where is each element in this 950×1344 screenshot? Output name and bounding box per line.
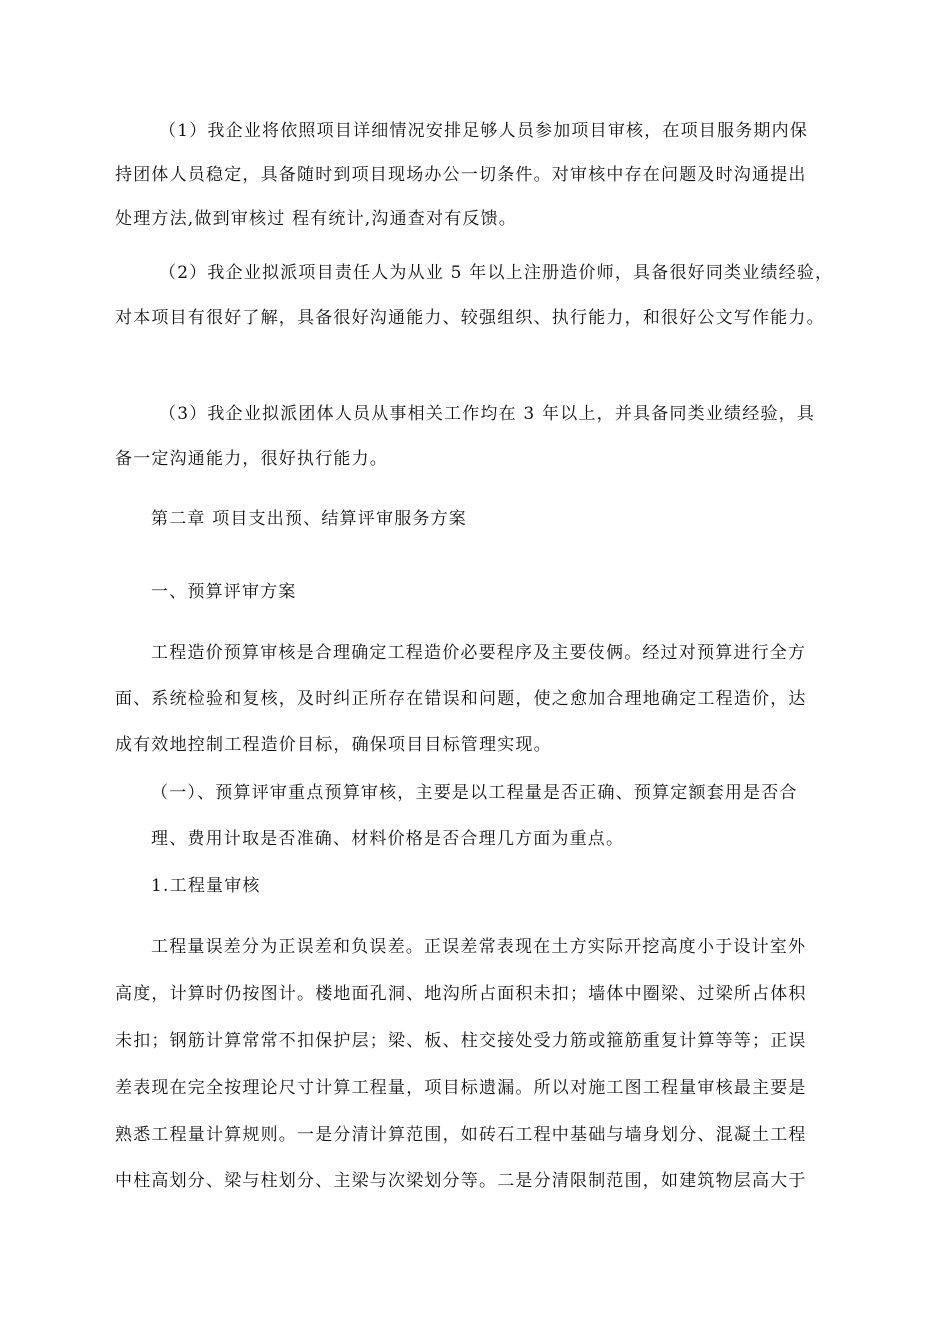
paragraph-5-line-2: 理、费用计取是否准确、材料价格是否合理几方面为重点。: [151, 829, 625, 849]
paragraph-1-line-3: 处理方法,做到审核过 程有统计,沟通查对有反馈。: [115, 209, 518, 229]
paragraph-4-line-2: 面、系统检验和复核，及时纠正所存在错误和问题，使之愈加合理地确定工程造价，达: [115, 689, 807, 709]
paragraph-1-line-2: 持团体人员稳定，具备随时到项目现场办公一切条件。对审核中存在问题及时沟通提出: [115, 165, 807, 185]
paragraph-4-line-1: 工程造价预算审核是合理确定工程造价必要程序及主要伎俩。经过对预算进行全方: [151, 643, 807, 663]
paragraph-2-line-2: 对本项目有很好了解，具备很好沟通能力、较强组织、执行能力，和很好公文写作能力。: [115, 308, 825, 328]
paragraph-6-line-6: 中柱高划分、梁与柱划分、主梁与次梁划分等。二是分清限制范围，如建筑物层高大于: [115, 1171, 807, 1191]
paragraph-6-line-4: 差表现在完全按理论尺寸计算工程量，项目标遗漏。所以对施工图工程量审核最主要是: [115, 1078, 807, 1098]
paragraph-3-line-2: 备一定沟通能力，很好执行能力。: [115, 449, 388, 469]
paragraph-6-line-2: 高度，计算时仍按图计。楼地面孔洞、地沟所占面积未扣；墙体中圈梁、过梁所占体积: [115, 984, 807, 1004]
paragraph-6-line-1: 工程量误差分为正误差和负误差。正误差常表现在土方实际开挖高度小于设计室外: [151, 937, 807, 957]
paragraph-5-line-1: （一）、预算评审重点预算审核，主要是以工程量是否正确、预算定额套用是否合: [151, 783, 798, 803]
section-heading: 一、预算评审方案: [151, 582, 297, 602]
subsection-heading: 1.工程量审核: [151, 876, 261, 896]
paragraph-3-line-1: （3）我企业拟派团体人员从事相关工作均在 3 年以上，并具备同类业绩经验，具: [159, 404, 816, 424]
chapter-heading: 第二章 项目支出预、结算评审服务方案: [151, 509, 468, 529]
paragraph-6-line-3: 未扣；钢筋计算常常不扣保护层；梁、板、柱交接处受力筋或箍筋重复计算等等；正误: [115, 1031, 807, 1051]
paragraph-2-line-1: （2）我企业拟派项目责任人为从业 5 年以上注册造价师，具备很好同类业绩经验，: [159, 263, 834, 283]
paragraph-6-line-5: 熟悉工程量计算规则。一是分清计算范围，如砖石工程中基础与墙身划分、混凝土工程: [115, 1125, 807, 1145]
paragraph-1-line-1: （1）我企业将依照项目详细情况安排足够人员参加项目审核，在项目服务期内保: [159, 121, 809, 141]
paragraph-4-line-3: 成有效地控制工程造价目标，确保项目目标管理实现。: [115, 735, 552, 755]
